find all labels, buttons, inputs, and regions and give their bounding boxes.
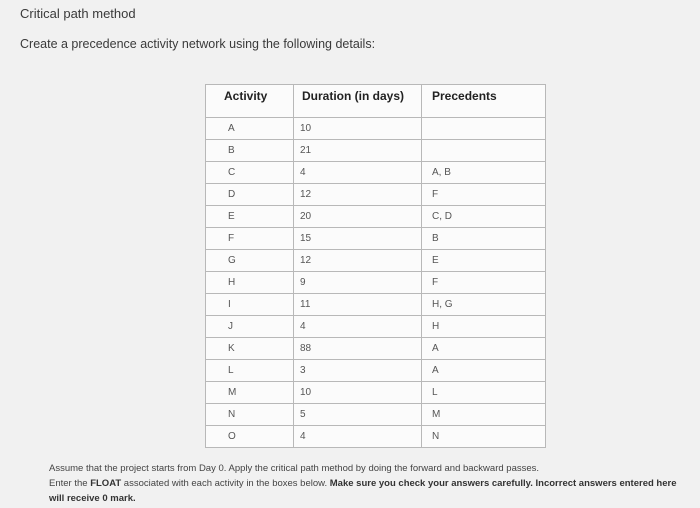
cell-duration: 4 xyxy=(294,426,422,448)
cell-duration: 10 xyxy=(294,118,422,140)
cell-duration: 12 xyxy=(294,250,422,272)
cell-activity: K xyxy=(206,338,294,360)
cell-duration: 3 xyxy=(294,360,422,382)
cell-activity: M xyxy=(206,382,294,404)
instructions-line-2 xyxy=(49,476,689,506)
cell-activity: C xyxy=(206,162,294,184)
table-row xyxy=(206,228,546,250)
cell-duration: 5 xyxy=(294,404,422,426)
cell-duration: 4 xyxy=(294,162,422,184)
table-row xyxy=(206,184,546,206)
instructions-text-a: Enter the xyxy=(49,478,91,489)
cell-precedents: A, B xyxy=(422,162,546,184)
instructions xyxy=(49,461,689,506)
table-row xyxy=(206,206,546,228)
cell-duration: 21 xyxy=(294,140,422,162)
cell-activity: B xyxy=(206,140,294,162)
table-row xyxy=(206,404,546,426)
table-row xyxy=(206,162,546,184)
header-precedents: Precedents xyxy=(422,85,546,118)
cell-precedents: H, G xyxy=(422,294,546,316)
cell-activity: O xyxy=(206,426,294,448)
instructions-line-1: Assume that the project starts from Day 0. Apply the critical path method by doing the forward and backward passes. xyxy=(49,463,540,474)
table-row xyxy=(206,426,546,448)
table-row xyxy=(206,382,546,404)
float-keyword: FLOAT xyxy=(90,478,122,489)
cell-activity: G xyxy=(206,250,294,272)
cell-activity: A xyxy=(206,118,294,140)
cell-activity: D xyxy=(206,184,294,206)
cell-precedents: H xyxy=(422,316,546,338)
activity-table-container xyxy=(205,84,545,448)
cell-activity: H xyxy=(206,272,294,294)
cell-precedents xyxy=(422,118,546,140)
table-row xyxy=(206,250,546,272)
cell-precedents: E xyxy=(422,250,546,272)
page-title: Critical path method xyxy=(20,6,136,21)
cell-precedents: C, D xyxy=(422,206,546,228)
cell-precedents xyxy=(422,140,546,162)
warning-text: Make sure you check your answers carefully. Incorrect answers entered here will receive 0 mark. xyxy=(49,478,677,504)
cell-activity: E xyxy=(206,206,294,228)
table-row xyxy=(206,118,546,140)
cell-duration: 12 xyxy=(294,184,422,206)
cell-precedents: L xyxy=(422,382,546,404)
table-row xyxy=(206,316,546,338)
cell-duration: 11 xyxy=(294,294,422,316)
table-row xyxy=(206,360,546,382)
cell-activity: L xyxy=(206,360,294,382)
table-row xyxy=(206,338,546,360)
cell-duration: 4 xyxy=(294,316,422,338)
cell-precedents: N xyxy=(422,426,546,448)
instructions-text-b: associated with each activity in the boxes below. xyxy=(121,478,330,489)
cell-duration: 15 xyxy=(294,228,422,250)
cell-activity: F xyxy=(206,228,294,250)
cell-duration: 20 xyxy=(294,206,422,228)
cell-duration: 9 xyxy=(294,272,422,294)
cell-precedents: A xyxy=(422,360,546,382)
page-subtitle: Create a precedence activity network using the following details: xyxy=(20,37,376,51)
cell-precedents: A xyxy=(422,338,546,360)
cell-precedents: F xyxy=(422,272,546,294)
cell-activity: N xyxy=(206,404,294,426)
cell-precedents: B xyxy=(422,228,546,250)
cell-activity: I xyxy=(206,294,294,316)
header-duration: Duration (in days) xyxy=(294,85,422,118)
table-row xyxy=(206,140,546,162)
cell-precedents: M xyxy=(422,404,546,426)
cell-activity: J xyxy=(206,316,294,338)
activity-table xyxy=(205,84,546,448)
cell-precedents: F xyxy=(422,184,546,206)
cell-duration: 88 xyxy=(294,338,422,360)
header-activity: Activity xyxy=(206,85,294,118)
cell-duration: 10 xyxy=(294,382,422,404)
table-row xyxy=(206,294,546,316)
table-header-row xyxy=(206,85,546,118)
table-row xyxy=(206,272,546,294)
